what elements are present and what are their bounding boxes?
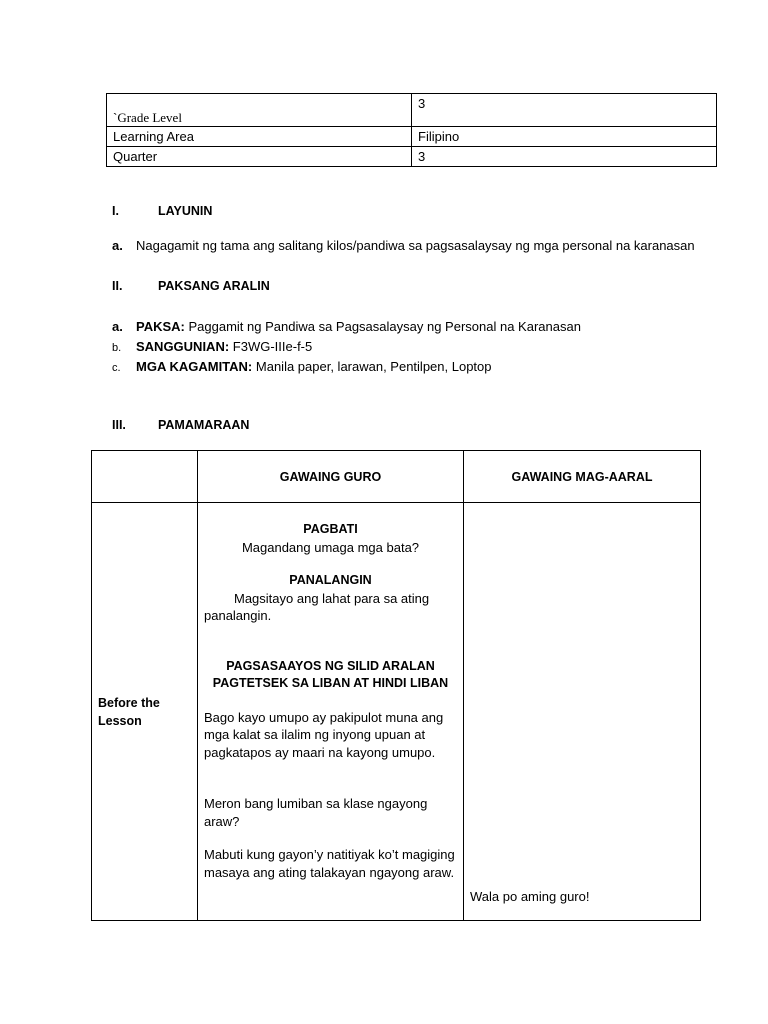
pagbati-title: PAGBATI bbox=[303, 522, 358, 536]
list-marker: c. bbox=[112, 362, 121, 374]
grade-level-label: `Grade Level bbox=[107, 94, 412, 127]
header-gawaing-mag-aaral: GAWAING MAG-AARAL bbox=[464, 451, 701, 503]
item-text: Paggamit ng Pandiwa sa Pagsasalaysay ng Personal na Karanasan bbox=[188, 319, 581, 334]
pagbati-text: Magandang umaga mga bata? bbox=[241, 539, 420, 555]
list-marker: a. bbox=[112, 319, 123, 334]
item-text: Manila paper, larawan, Pentilpen, Loptop bbox=[255, 359, 492, 374]
paragraph-lumiban: Meron bang lumiban sa klase ngayong araw? bbox=[204, 796, 428, 829]
panalangin-title: PANALANGIN bbox=[289, 573, 372, 587]
list-marker: a. bbox=[112, 238, 123, 253]
sanggunian-line bbox=[112, 339, 312, 354]
section-number: I. bbox=[112, 204, 119, 218]
paragraph-umupo: Bago kayo umupo ay pakipulot muna ang mga kalat sa ilalim ng inyong upuan at pagkatapos ay maari na kayong umupo. bbox=[204, 709, 444, 760]
silid-aralan-title: PAGSASAAYOS NG SILID ARALAN bbox=[226, 658, 435, 673]
grade-level-value: 3 bbox=[412, 94, 717, 127]
section-layunin-heading bbox=[112, 204, 212, 218]
learning-area-value: Filipino bbox=[412, 127, 717, 147]
list-marker: b. bbox=[112, 342, 122, 354]
student-reply: Wala po aming guro! bbox=[470, 889, 590, 904]
objective-line bbox=[112, 238, 695, 253]
quarter-value: 3 bbox=[412, 147, 717, 167]
info-row-area bbox=[107, 127, 717, 147]
gawaing-mag-aaral-cell bbox=[464, 503, 701, 921]
info-row-quarter bbox=[107, 147, 717, 167]
kagamitan-line bbox=[112, 359, 492, 374]
item-label: SANGGUNIAN: bbox=[136, 339, 230, 354]
section-number: III. bbox=[112, 418, 126, 432]
learning-area-label: Learning Area bbox=[107, 127, 412, 147]
info-row-grade bbox=[107, 94, 717, 127]
liban-title: PAGTETSEK SA LIBAN AT HINDI LIBAN bbox=[212, 676, 449, 690]
header-stage bbox=[92, 451, 198, 503]
item-label: PAKSA: bbox=[136, 319, 185, 334]
section-title: PAKSANG ARALIN bbox=[158, 279, 270, 293]
procedure-header-row bbox=[92, 451, 701, 503]
procedure-table bbox=[91, 450, 701, 921]
objective-text: Nagagamit ng tama ang salitang kilos/pandiwa sa pagsasalaysay ng mga personal na karanasan bbox=[136, 238, 695, 253]
section-paksang-aralin-heading bbox=[112, 279, 270, 293]
gawaing-guro-cell bbox=[198, 503, 464, 921]
info-table bbox=[106, 93, 717, 167]
item-text: F3WG-IIIe-f-5 bbox=[232, 339, 313, 354]
quarter-label: Quarter bbox=[107, 147, 412, 167]
section-title: PAMAMARAAN bbox=[158, 418, 250, 432]
section-number: II. bbox=[112, 279, 123, 293]
section-pamamaraan-heading bbox=[112, 418, 249, 432]
header-gawaing-guro: GAWAING GURO bbox=[198, 451, 464, 503]
stage-label: Before the Lesson bbox=[92, 503, 198, 921]
section-title: LAYUNIN bbox=[158, 204, 213, 218]
item-label: MGA KAGAMITAN: bbox=[136, 359, 253, 374]
procedure-row-before-lesson bbox=[92, 503, 701, 921]
paksa-line bbox=[112, 319, 581, 334]
panalangin-text: Magsitayo ang lahat para sa ating panalangin. bbox=[204, 590, 430, 623]
paragraph-talakayan: Mabuti kung gayon’y natitiyak ko’t magiging masaya ang ating talakayan ngayong araw. bbox=[204, 847, 455, 880]
